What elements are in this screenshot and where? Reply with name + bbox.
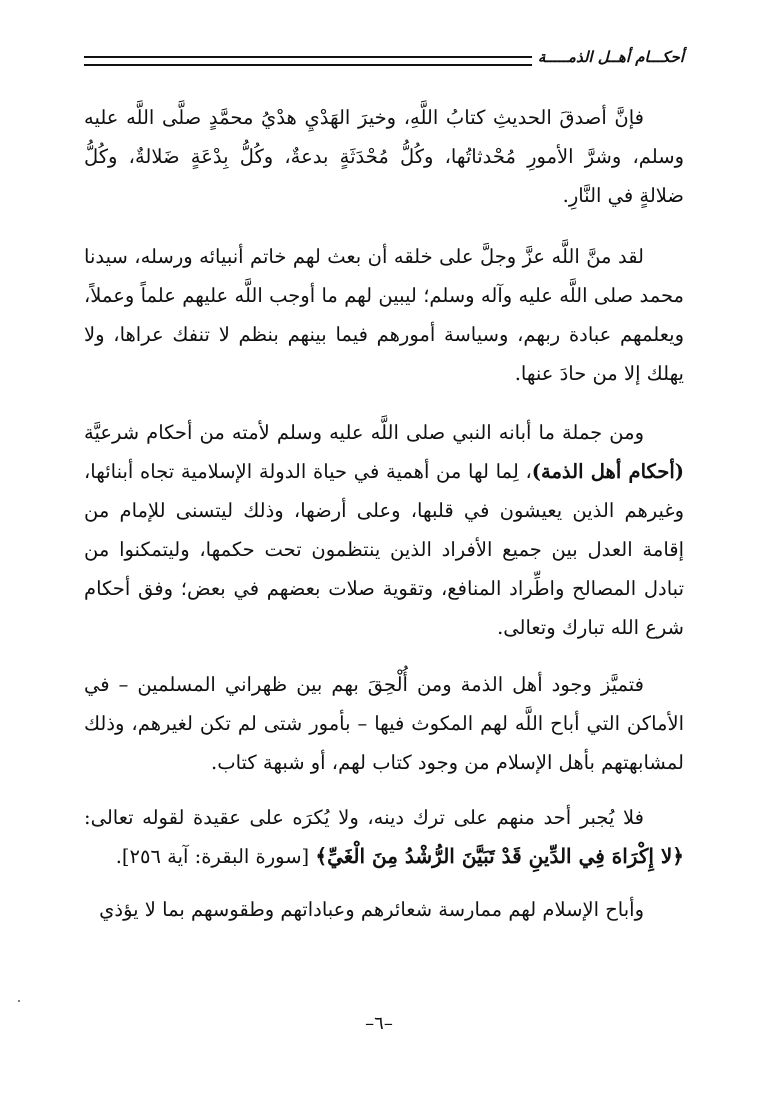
paragraph-text: ، لِما لها من أهمية في حياة الدولة الإسلامية تجاه أبنائها، وغيرهم الذين يعيشون في قلبها، وعلى أرضها، وذلك ليتسنى للإمام من إقامة العدل بين جميع الأفراد الذين ينتظمون تحت حكمها، وليتمكنوا من تبادل المصالح واطِّراد المنافع، وتقوية صلات بعضهم في بعض؛ وفق أحكام شرع الله تبارك وتعالى. — [84, 460, 684, 639]
paragraph-ahkam — [84, 413, 684, 647]
paragraph-dhimmi — [84, 665, 684, 782]
quran-verse: ﴿لا إِكْرَاهَ فِي الدِّينِ قَدْ تَبَيَّنَ الرُّشْدُ مِنَ الْغَيِّ﴾ — [315, 844, 684, 868]
paragraph-text: ومن جملة ما أبانه النبي صلى اللَّه عليه وسلم لأمته من أحكام شرعيَّة — [84, 421, 644, 444]
paragraph-text: فلا يُجبر أحد منهم على ترك دينه، ولا يُكرَه على عقيدة لقوله تعالى: — [84, 806, 644, 829]
page-number: –٦– — [365, 1013, 393, 1034]
paragraph-text: فتميَّز وجود أهل الذمة ومن أُلْحِقَ بهم بين ظهراني المسلمين – في الأماكن التي أباح اللَّه لهم المكوث فيها – بأمور شتى لم تكن لغيرهم، وذلك لمشابهتهم بأهل الإسلام من وجود كتاب لهم، أو شبهة كتاب. — [84, 673, 684, 774]
paragraph-text: وأباح الإسلام لهم ممارسة شعائرهم وعباداتهم وطقوسهم بما لا يؤذي — [99, 898, 644, 921]
paragraph-worship — [84, 890, 684, 929]
scan-speck — [18, 1000, 20, 1002]
paragraph-text: فإنَّ أصدقَ الحديثِ كتابُ اللَّهِ، وخيرَ الهَدْيِ هدْيُ محمَّدٍ صلَّى اللَّه عليه وسلم، وشرَّ الأمورِ مُحْدثاتُها، وكُلُّ مُحْدَثَةٍ بدعةٌ، وكُلُّ بِدْعَةٍ ضَلالةٌ، وكُلُّ ضلالةٍ في النَّارِ. — [84, 106, 684, 207]
verse-citation: [سورة البقرة: آية ٢٥٦]. — [115, 845, 316, 868]
running-header — [84, 46, 684, 70]
body-text — [84, 98, 684, 943]
header-rule-top — [84, 56, 549, 58]
header-title: أحكـــام أهــل الذمـــــة — [532, 46, 684, 68]
paragraph-hadith — [84, 98, 684, 215]
paragraph-prophet — [84, 237, 684, 393]
book-title-emphasis: (أحكام أهل الذمة) — [531, 460, 685, 483]
paragraph-text: لقد منَّ اللَّه عزَّ وجلَّ على خلقه أن بعث لهم خاتم أنبيائه ورسله، سيدنا محمد صلى اللَّه عليه وآله وسلم؛ ليبين لهم ما أوجب اللَّه عليهم علماً وعملاً، ويعلمهم عبادة ربهم، وسياسة أمورهم فيما بينهم بنظم لا تنفك عراها، ولا يهلك إلا من حادَ عنها. — [84, 245, 684, 385]
paragraph-quran — [84, 798, 684, 876]
